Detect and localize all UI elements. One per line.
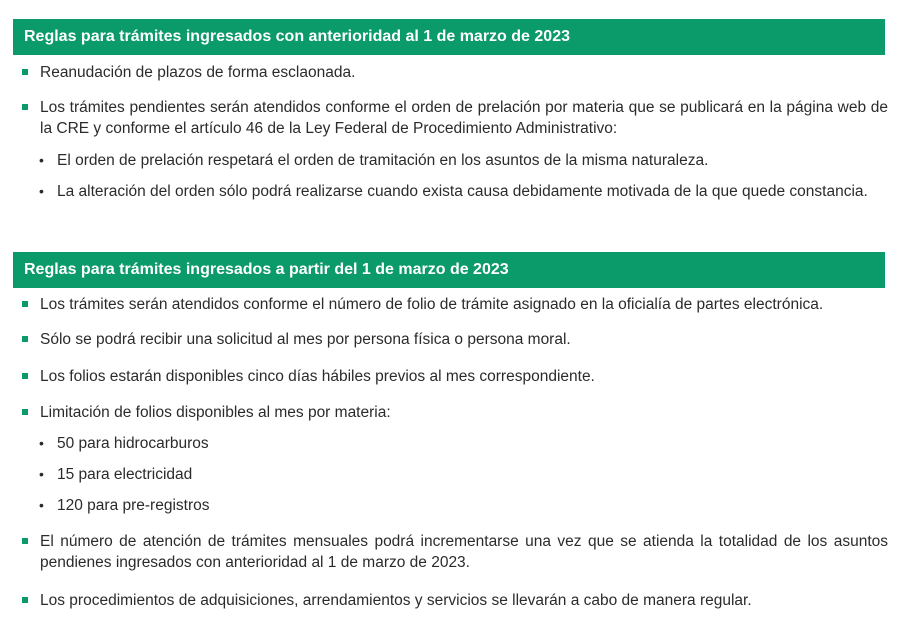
square-bullet-icon bbox=[22, 301, 28, 307]
list-item: Los trámites serán atendidos conforme el número de folio de trámite asignado en la oficialía de partes electrónica. bbox=[22, 294, 888, 315]
dot-bullet-icon: • bbox=[39, 183, 44, 199]
sub-list-item: • 50 para hidrocarburos bbox=[39, 435, 209, 452]
list-item: Los procedimientos de adquisiciones, arrendamientos y servicios se llevarán a cabo de manera regular. bbox=[22, 590, 888, 611]
dot-bullet-icon: • bbox=[39, 435, 44, 451]
square-bullet-icon bbox=[22, 538, 28, 544]
section-header-before-march-2023: Reglas para trámites ingresados con anterioridad al 1 de marzo de 2023 bbox=[13, 19, 885, 55]
list-item: Los folios estarán disponibles cinco días hábiles previos al mes correspondiente. bbox=[22, 366, 888, 387]
list-item: Sólo se podrá recibir una solicitud al mes por persona física o persona moral. bbox=[22, 329, 888, 350]
sub-list-item: • El orden de prelación respetará el orden de tramitación en los asuntos de la misma naturaleza. bbox=[39, 152, 709, 169]
sub-list-item: • 15 para electricidad bbox=[39, 466, 193, 483]
square-bullet-icon bbox=[22, 336, 28, 342]
dot-bullet-icon: • bbox=[39, 152, 44, 168]
dot-bullet-icon: • bbox=[39, 497, 44, 513]
list-item: Los trámites pendientes serán atendidos conforme el orden de prelación por materia que se publicará en la página web de la CRE y conforme el artículo 46 de la Ley Federal de Procedimiento Administrativo: bbox=[22, 97, 888, 139]
square-bullet-icon bbox=[22, 104, 28, 110]
square-bullet-icon bbox=[22, 597, 28, 603]
list-item: El número de atención de trámites mensuales podrá incrementarse una vez que se atienda la totalidad de los asuntos pendienes ingresados con anterioridad al 1 de marzo de 2023. bbox=[22, 531, 888, 573]
list-item: Reanudación de plazos de forma esclaonada. bbox=[22, 62, 888, 83]
sub-list-item: • 120 para pre-registros bbox=[39, 497, 210, 514]
list-item: Limitación de folios disponibles al mes por materia: bbox=[22, 402, 888, 423]
dot-bullet-icon: • bbox=[39, 466, 44, 482]
square-bullet-icon bbox=[22, 409, 28, 415]
square-bullet-icon bbox=[22, 69, 28, 75]
sub-list-item: • La alteración del orden sólo podrá realizarse cuando exista causa debidamente motivada de la que quede constancia. bbox=[39, 183, 868, 200]
square-bullet-icon bbox=[22, 373, 28, 379]
section-header-from-march-2023: Reglas para trámites ingresados a partir del 1 de marzo de 2023 bbox=[13, 252, 885, 288]
